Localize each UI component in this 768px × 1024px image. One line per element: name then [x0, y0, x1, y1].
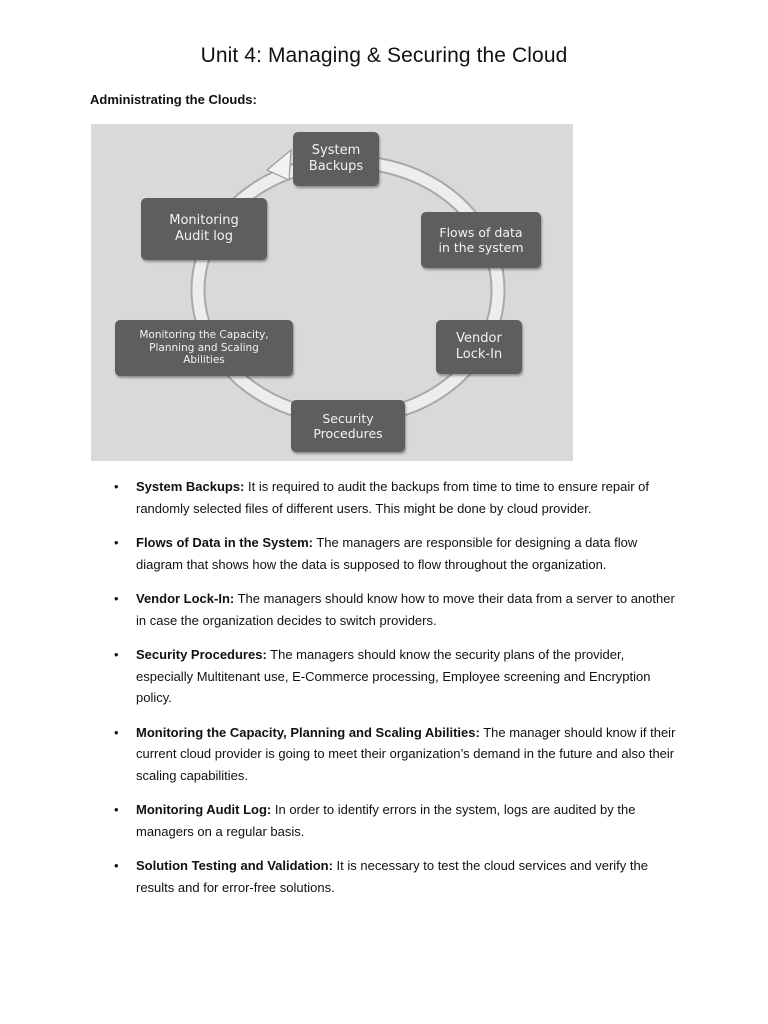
bullet-text: The managers should know the security plans of the provider, especially Multitenant use, E-Commerce processing, Employee screening and Encryption policy. [136, 647, 651, 705]
bullet-term: Monitoring the Capacity, Planning and Scaling Abilities: [136, 724, 480, 740]
bullet-term: Solution Testing and Validation: [136, 858, 333, 873]
list-item [0, 644, 768, 709]
bullet-term: Monitoring Audit Log: [136, 802, 272, 817]
bullet-term: Flows of Data in the System: [136, 535, 313, 550]
list-item [0, 722, 768, 787]
bullet-icon: • [114, 479, 119, 494]
node-monitoring-capacity: Monitoring the Capacity, Planning and Scaling Abilities [115, 320, 293, 376]
node-system-backups: System Backups [293, 132, 379, 186]
bullet-term: System Backups: [136, 479, 245, 494]
bullet-icon: • [114, 858, 119, 873]
bullet-icon: • [114, 591, 119, 606]
page-title: Unit 4: Managing & Securing the Cloud [200, 44, 568, 67]
bullet-icon: • [114, 535, 119, 550]
node-flows-of-data: Flows of data in the system [421, 212, 541, 268]
bullet-list [0, 476, 768, 911]
bullet-text: It is necessary to test the cloud services and verify the results and for error-free solutions. [136, 858, 648, 895]
bullet-text: The managers should know how to move their data from a server to another in case the organization decides to switch providers. [136, 591, 675, 628]
list-item [0, 532, 768, 575]
list-item [0, 476, 768, 519]
bullet-text: It is required to audit the backups from time to time to ensure repair of randomly selected files of different users. This might be done by cloud provider. [136, 479, 650, 516]
bullet-icon: • [114, 802, 119, 817]
bullet-term: Vendor Lock-In: [136, 591, 235, 606]
list-item [0, 588, 768, 631]
bullet-text: In order to identify errors in the system, logs are audited by the managers on a regular basis. [136, 802, 636, 839]
section-heading: Administrating the Clouds: [90, 92, 257, 107]
bullet-icon: • [114, 647, 119, 662]
bullet-text: The manager should know if their current cloud provider is going to meet their organization’s demand in the future and also their scaling capabilities. [136, 724, 676, 783]
cycle-diagram [91, 124, 573, 461]
bullet-icon: • [114, 724, 119, 740]
list-item [0, 855, 768, 898]
node-security-procedures: Security Procedures [291, 400, 405, 452]
bullet-term: Security Procedures: [136, 647, 267, 662]
node-monitoring-audit-log: Monitoring Audit log [141, 198, 267, 260]
bullet-text: The managers are responsible for designing a data flow diagram that shows how the data is supposed to flow throughout the organization. [136, 535, 638, 572]
node-vendor-lock-in: Vendor Lock-In [436, 320, 522, 374]
list-item [0, 799, 768, 842]
